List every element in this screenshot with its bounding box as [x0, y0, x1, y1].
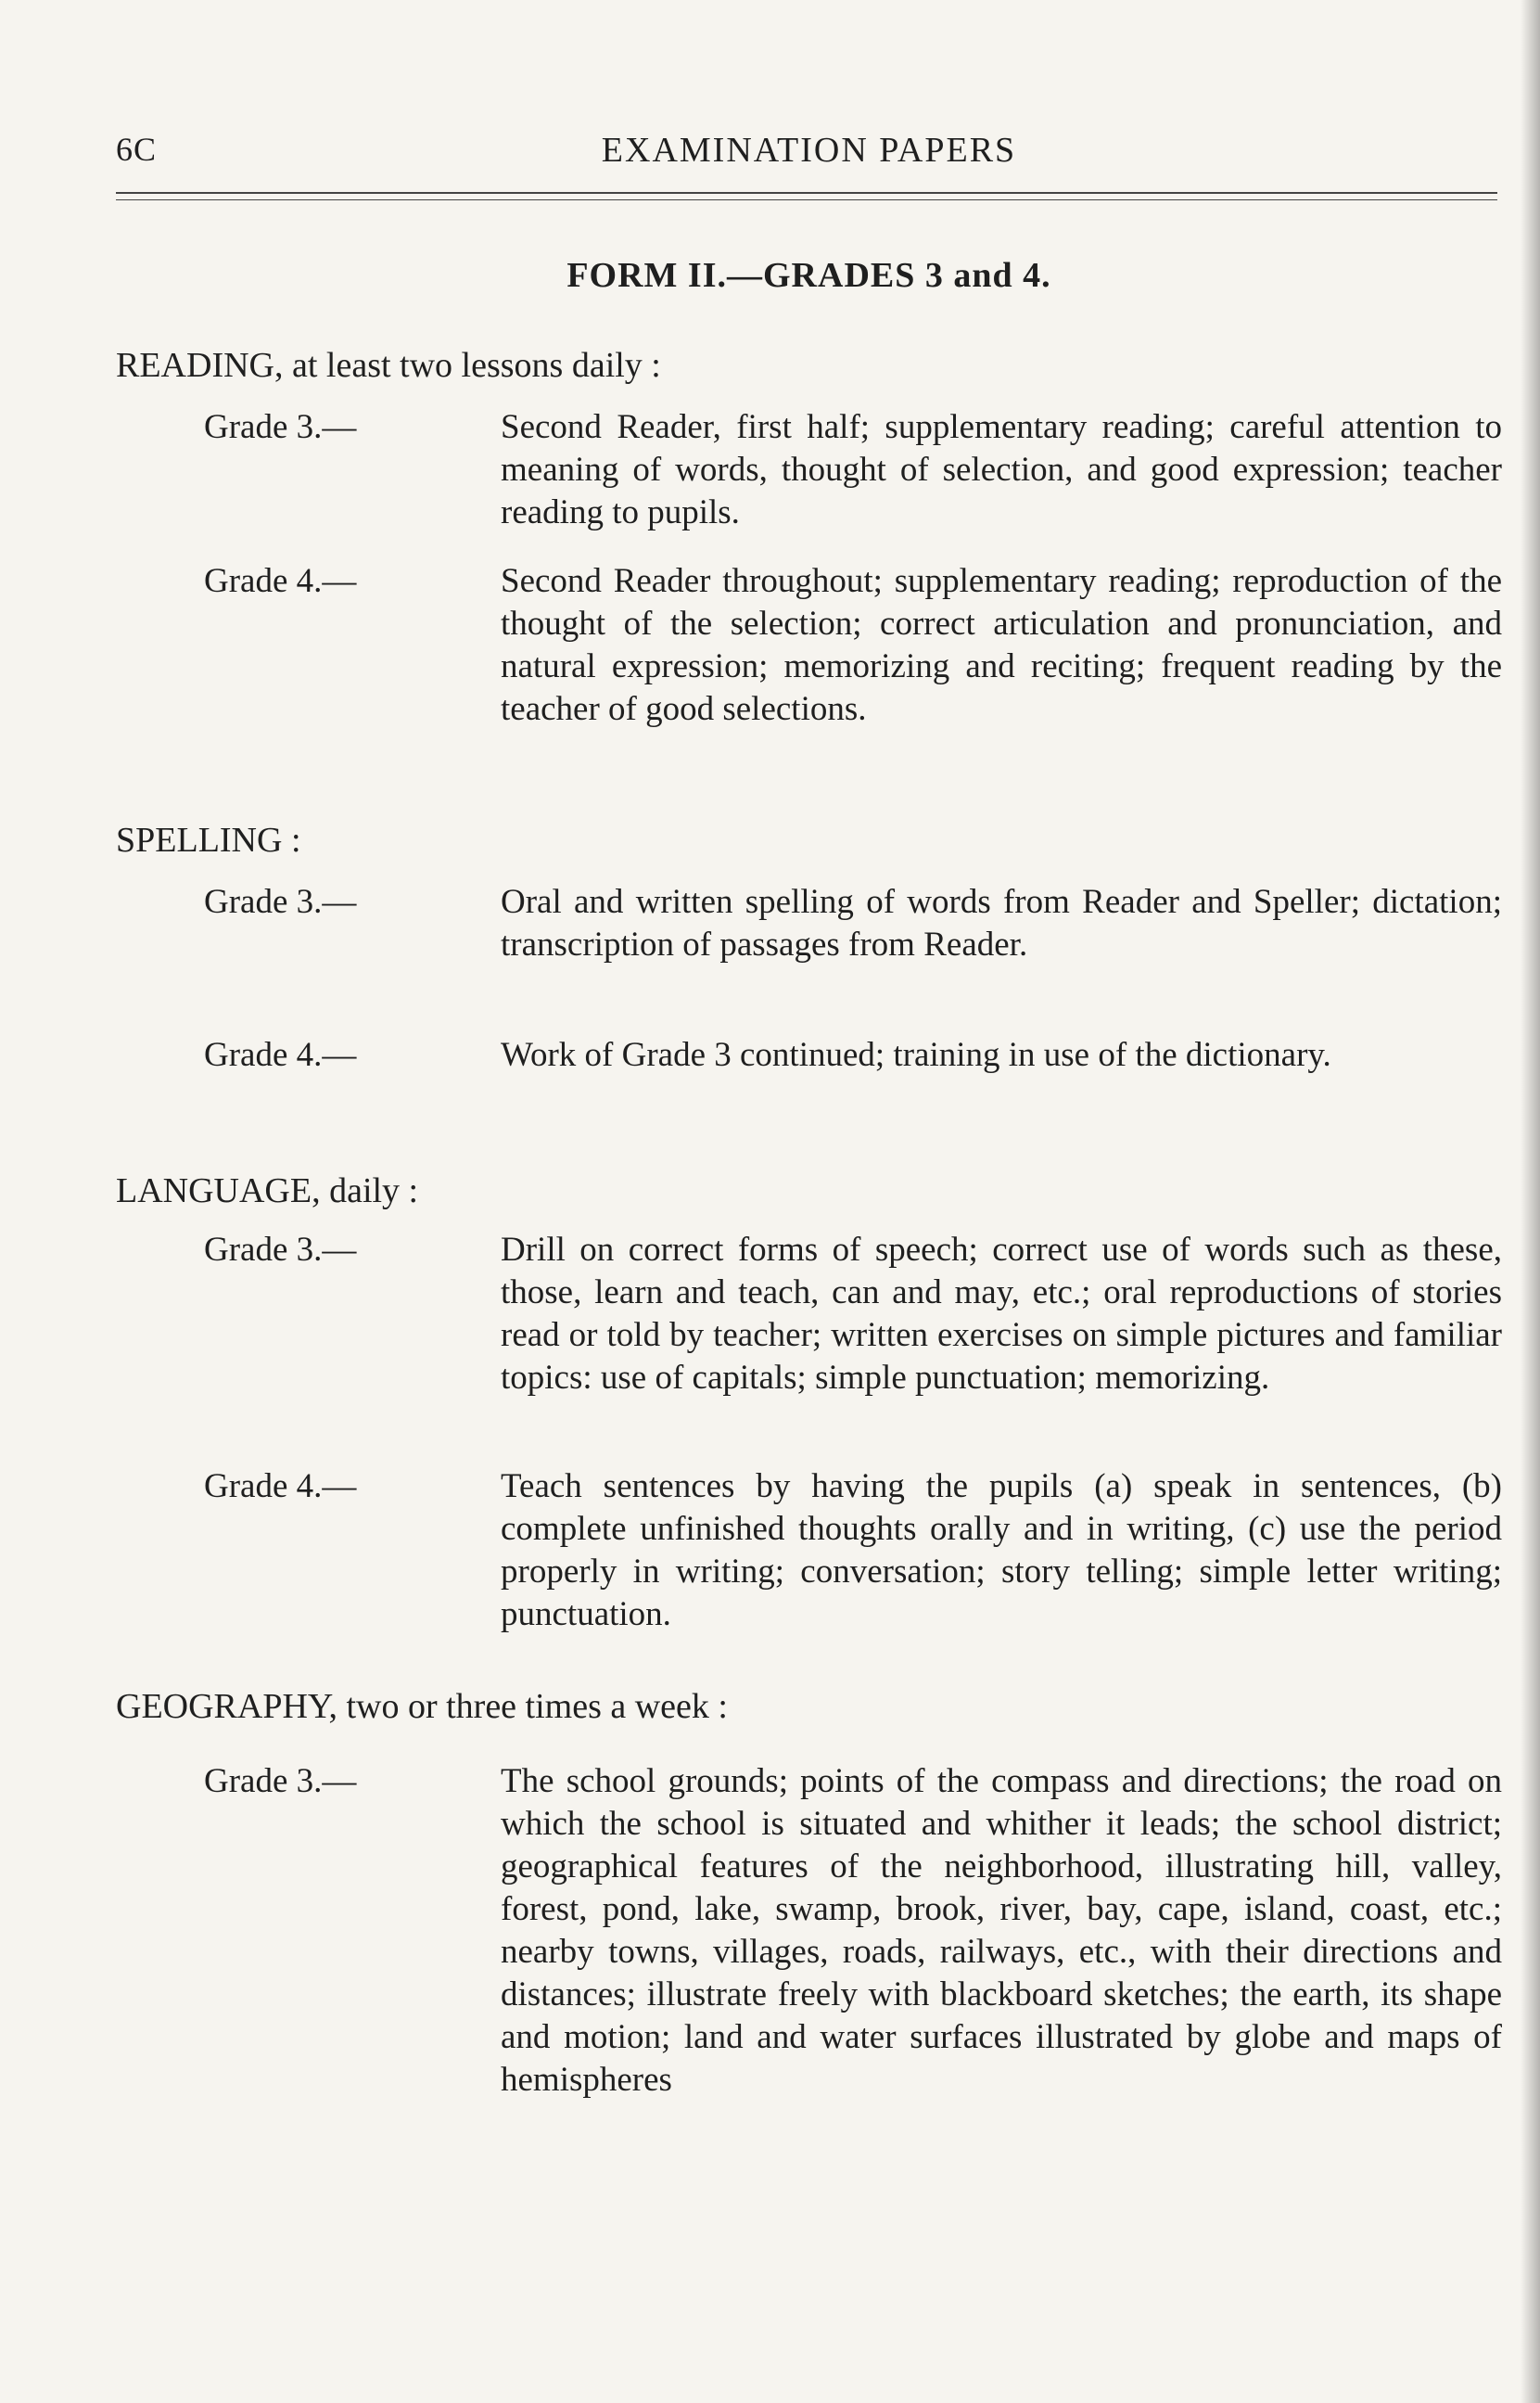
- grade-label: Grade 4.—: [204, 1036, 357, 1074]
- section-heading-language: LANGUAGE, daily :: [116, 1171, 419, 1210]
- grade-text: Teach sentences by having the pupils (a) speak in sentences, (b) complete unfinished thoughts orally and in writing, (c) use the period properly in writing; conversation; story telling; simple letter writing; punctuation.: [501, 1467, 1502, 1633]
- running-title: EXAMINATION PAPERS: [601, 131, 1017, 170]
- grade-text: Drill on correct forms of speech; correct use of words such as these, those, learn and teach, can and may, etc.; oral reproductions of stories read or told by teacher; written exercises on simple pictures and familiar topics: use of capitals; simple punctuation; memorizing.: [501, 1231, 1502, 1397]
- grade-entry: [204, 1229, 1502, 1400]
- page-number: 6C: [116, 131, 158, 168]
- grade-entry: [204, 1034, 1502, 1077]
- binding-shadow: [1521, 0, 1540, 2403]
- header-rule-top: [116, 192, 1497, 194]
- grade-label: Grade 4.—: [204, 1467, 357, 1505]
- grade-label: Grade 3.—: [204, 883, 357, 921]
- grade-text: Second Reader, first half; supplementary reading; careful attention to meaning of words, thought of selection, and good expression; teacher reading to pupils.: [501, 408, 1502, 531]
- grade-text: Work of Grade 3 continued; training in use of the dictionary.: [501, 1036, 1331, 1074]
- section-heading-geography: GEOGRAPHY, two or three times a week :: [116, 1687, 728, 1726]
- grade-label: Grade 4.—: [204, 562, 357, 600]
- grade-entry: [204, 406, 1502, 534]
- grade-entry: [204, 1760, 1502, 2102]
- grade-text: The school grounds; points of the compass and directions; the road on which the school is situated and whither it leads; the school district; geographical features of the neighborhood, illustrating hill, valley, forest, pond, lake, swamp, brook, river, bay, cape, island, coast, etc.; nearby towns, villages, roads, railways, etc., with their directions and distances; illustrate freely with blackboard sketches; the earth, its shape and motion; land and water surfaces illustrated by globe and maps of hemispheres: [501, 1762, 1502, 2099]
- section-heading-spelling: SPELLING :: [116, 821, 301, 860]
- grade-entry: [204, 560, 1502, 731]
- header-rule-bottom: [116, 199, 1497, 200]
- grade-label: Grade 3.—: [204, 1231, 357, 1269]
- section-heading-reading: READING, at least two lessons daily :: [116, 346, 661, 385]
- grade-label: Grade 3.—: [204, 408, 357, 446]
- grade-entry: [204, 1465, 1502, 1636]
- grade-entry: [204, 881, 1502, 966]
- grade-label: Grade 3.—: [204, 1762, 357, 1800]
- grade-text: Oral and written spelling of words from Reader and Speller; dictation; transcription of passages from Reader.: [501, 883, 1502, 964]
- grade-text: Second Reader throughout; supplementary reading; reproduction of the thought of the selection; correct articulation and pronunciation, and natural expression; memorizing and reciting; frequent reading by the teacher of good selections.: [501, 562, 1502, 728]
- form-title: FORM II.—GRADES 3 and 4.: [566, 256, 1051, 295]
- running-header: [116, 130, 1502, 176]
